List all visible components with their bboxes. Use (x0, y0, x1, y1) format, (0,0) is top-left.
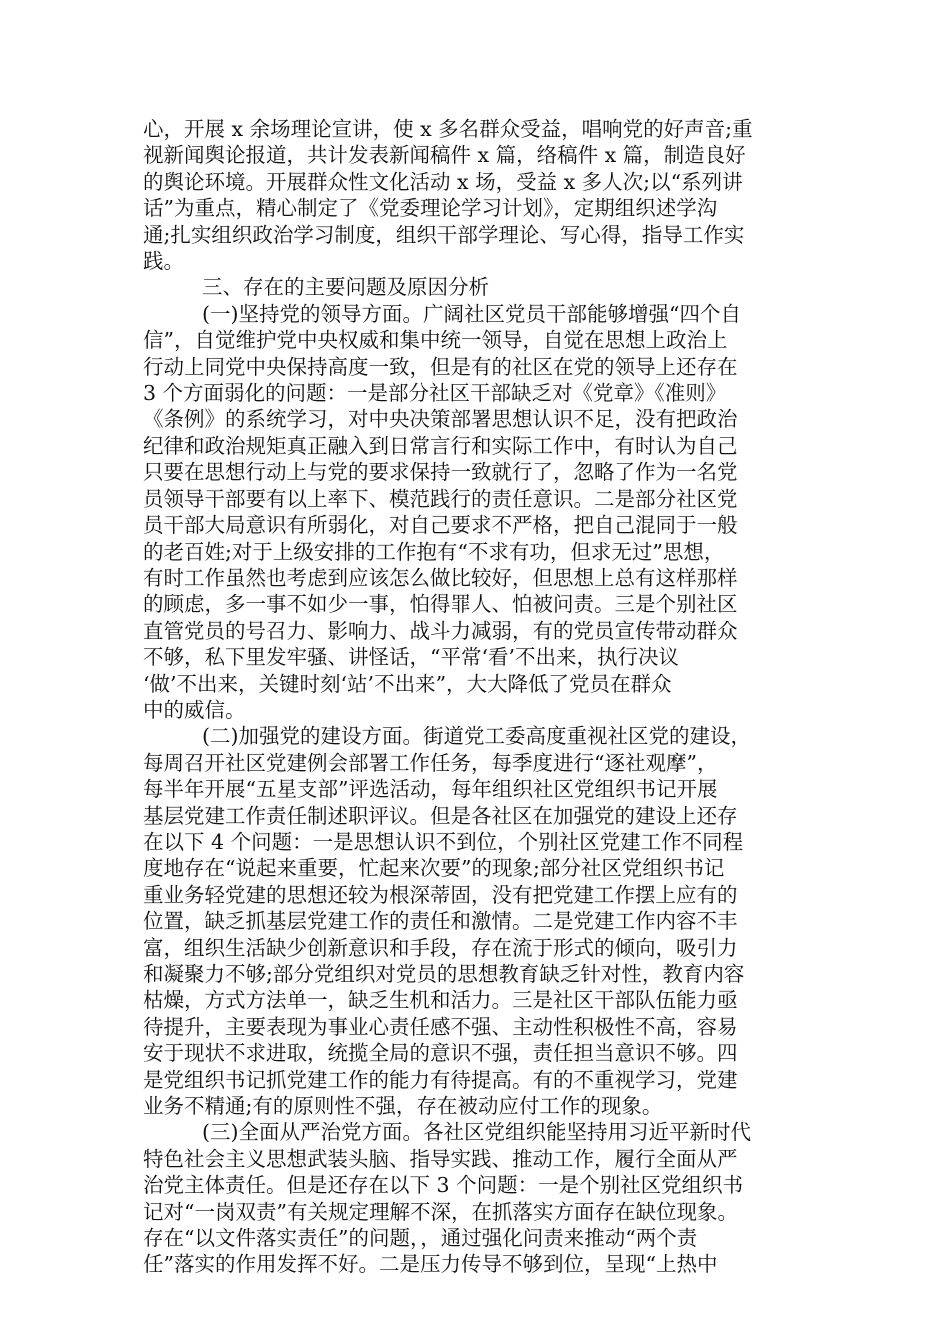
text-line: 业务不精通;有的原则性不强，存在被动应付工作的现象。 (143, 1094, 663, 1119)
text-line: 中的威信。 (143, 697, 246, 722)
text-line: 通;扎实组织政治学习制度，组织干部学理论、写心得，指导工作实 (143, 222, 745, 247)
text-line: 治党主体责任。但是还存在以下 3 个问题：一是个别社区党组织书 (143, 1173, 744, 1198)
text-line: (三)全面从严治党方面。各社区党组织能坚持用习近平新时代 (202, 1120, 751, 1145)
text-line: 不够，私下里发牢骚、讲怪话，“平常‘看’不出来，执行决议 (143, 645, 680, 670)
paragraph-strict-governance (143, 1119, 807, 1277)
text-line: (二)加强党的建设方面。街道党工委高度重视社区党的建设， (202, 724, 751, 749)
text-line: 枯燥，方式方法单一，缺乏生机和活力。三是社区干部队伍能力亟 (143, 988, 738, 1013)
text-line: 富，组织生活缺少创新意识和手段，存在流于形式的倾向，吸引力 (143, 935, 738, 960)
text-line: 安于现状不求进取，统揽全局的意识不强，责任担当意识不够。四 (143, 1041, 738, 1066)
text-line: 每半年开展“五星支部”评选活动，每年组织社区党组织书记开展 (143, 777, 718, 802)
text-line: 和凝聚力不够;部分党组织对党员的思想教育缺乏针对性，教育内容 (143, 962, 745, 986)
text-line: 位置，缺乏抓基层党建工作的责任和激情。二是党建工作内容不丰 (143, 909, 738, 934)
text-line: 3 个方面弱化的问题：一是部分社区干部缺乏对《党章》《准则》 (143, 381, 727, 406)
text-line: 直管党员的号召力、影响力、战斗力减弱，有的党员宣传带动群众 (143, 618, 738, 643)
text-line: 每周召开社区党建例会部署工作任务，每季度进行“逐社观摩”， (143, 750, 718, 775)
text-line: 信”，自觉维护党中央权威和集中统一领导，自觉在思想上政治上 (143, 328, 728, 353)
paragraph-work-summary (143, 116, 807, 274)
text-line: 特色社会主义思想武装头脑、指导实践、推动工作，履行全面从严 (143, 1146, 738, 1171)
text-line: 员领导干部要有以上率下、模范践行的责任意识。二是部分社区党 (143, 486, 738, 511)
text-line: 视新闻舆论报道，共计发表新闻稿件 x 篇，络稿件 x 篇，制造良好 (143, 143, 746, 168)
paragraph-party-building (143, 723, 807, 1119)
text-line: ‘做’不出来，关键时刻‘站’不出来”，大大降低了党员在群众 (143, 671, 672, 696)
text-line: 的顾虑，多一事不如少一事，怕得罪人、怕被问责。三是个别社区 (143, 592, 738, 617)
text-line: 在以下 4 个问题：一是思想认识不到位，个别社区党建工作不同程 (143, 829, 744, 854)
section-heading-problems (143, 274, 807, 300)
document-body (143, 116, 807, 1278)
text-line: 是党组织书记抓党建工作的能力有待提高。有的不重视学习，党建 (143, 1067, 738, 1092)
text-line: 的老百姓;对于上级安排的工作抱有“不求有功，但求无过”思想， (143, 539, 725, 564)
text-line: 度地存在“说起来重要，忙起来次要”的现象;部分社区党组织书记 (143, 856, 725, 881)
text-line: 的舆论环境。开展群众性文化活动 x 场，受益 x 多人次;以“系列讲 (143, 169, 743, 194)
text-line: 有时工作虽然也考虑到应该怎么做比较好，但思想上总有这样那样 (143, 565, 738, 590)
paragraph-party-leadership (143, 301, 807, 724)
text-line: 记对“一岗双责”有关规定理解不深，在抓落实方面存在缺位现象。 (143, 1199, 738, 1224)
text-line: 践。 (143, 249, 184, 274)
text-line: 存在“以文件落实责任”的问题，，通过强化问责来推动“两个责 (143, 1226, 698, 1251)
text-line: 话”为重点，精心制定了《党委理论学习计划》，定期组织述学沟 (143, 196, 718, 221)
text-line: 行动上同党中央保持高度一致，但是有的社区在党的领导上还存在 (143, 354, 738, 379)
text-line: 纪律和政治规矩真正融入到日常言行和实际工作中，有时认为自己 (143, 433, 738, 458)
text-line: (一)坚持党的领导方面。广阔社区党员干部能够增强“四个自 (202, 301, 741, 326)
text-line: 待提升，主要表现为事业心责任感不强、主动性积极性不高，容易 (143, 1014, 738, 1039)
heading-line: 三、存在的主要问题及原因分析 (202, 275, 489, 300)
text-line: 基层党建工作责任制述职评议。但是各社区在加强党的建设上还存 (143, 803, 738, 828)
text-line: 员干部大局意识有所弱化，对自己要求不严格，把自己混同于一般 (143, 513, 738, 538)
text-line: 任”落实的作用发挥不好。二是压力传导不够到位，呈现“上热中 (143, 1252, 718, 1277)
text-line: 重业务轻党建的思想还较为根深蒂固，没有把党建工作摆上应有的 (143, 882, 738, 907)
text-line: 只要在思想行动上与党的要求保持一致就行了，忽略了作为一名党 (143, 460, 738, 485)
text-line: 心，开展 x 余场理论宣讲，使 x 多名群众受益，唱响党的好声音;重 (143, 117, 753, 141)
text-line: 《条例》的系统学习，对中央决策部署思想认识不足，没有把政治 (143, 407, 738, 432)
